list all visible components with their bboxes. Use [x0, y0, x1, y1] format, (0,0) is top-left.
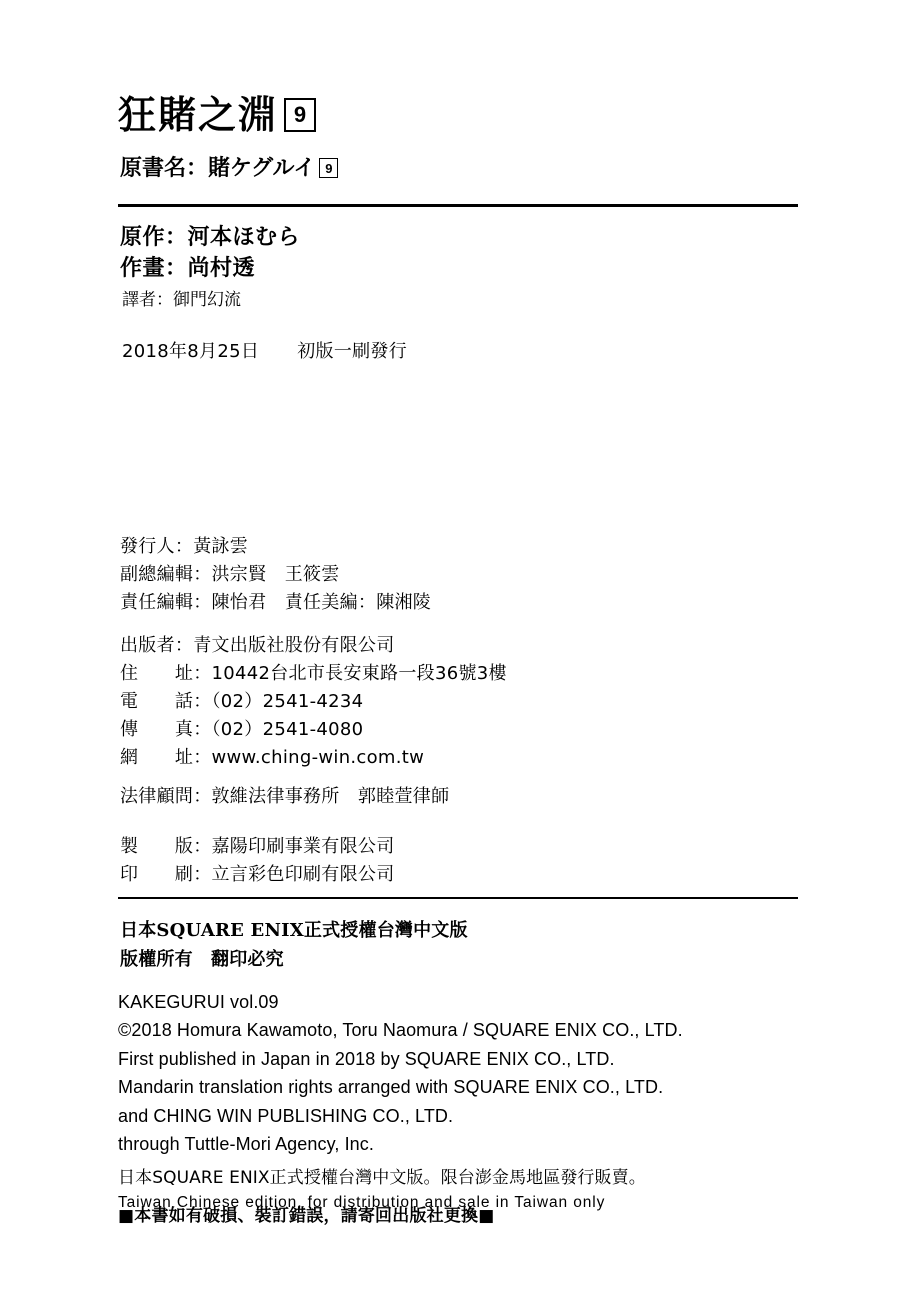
publisher-block [120, 632, 507, 771]
divider-top [118, 204, 798, 207]
copyright-translation-rights: Mandarin translation rights arranged with SQUARE ENIX CO., LTD. [118, 1077, 664, 1098]
credit-translator-text: 譯者： [122, 290, 173, 311]
publisher-address: 住 址：10442台北市長安東路一段36號3樓 [120, 662, 507, 684]
copyright-notice: ©2018 Homura Kawamoto, Toru Naomura / SQUARE ENIX CO., LTD. [118, 1020, 683, 1041]
publisher-fax: 傳 真：（02）2541-4080 [120, 718, 364, 740]
license-line-2: 版權所有 翻印必究 [120, 948, 284, 970]
original-title-label: 原書名：賭ケグルイ [120, 156, 316, 181]
publisher-website[interactable]: 網 址：www.ching-win.com.tw [120, 746, 425, 768]
publisher-name: 出版者：青文出版社股份有限公司 [120, 635, 395, 656]
credit-translator-name: 御門幻流 [173, 290, 241, 311]
printer: 印 刷：立言彩色印刷有限公司 [120, 863, 395, 885]
publication-date-row [122, 337, 407, 363]
distribution-notice-en: Taiwan Chinese edition, for distribution and sale in Taiwan only [118, 1194, 606, 1212]
credit-translator [122, 288, 300, 314]
original-volume-badge: 9 [319, 158, 338, 178]
staff-deputy-editors: 副總編輯：洪宗賢 王筱雲 [120, 563, 340, 585]
book-title-row [118, 93, 316, 137]
edition-info: 初版一刷發行 [297, 341, 408, 362]
staff-publisher-person: 發行人：黃詠雲 [120, 536, 249, 557]
credit-artist-name: 尚村透 [187, 256, 256, 282]
credit-original-author [120, 222, 300, 253]
copyright-first-published: First published in Japan in 2018 by SQUARE ENIX CO., LTD. [118, 1048, 615, 1069]
credit-artist-text: 作畫： [120, 256, 188, 282]
divider-bottom [118, 897, 798, 899]
credits-block [120, 222, 300, 314]
volume-badge: 9 [284, 98, 316, 132]
printing-block [120, 833, 395, 889]
copyright-publisher: and CHING WIN PUBLISHING CO., LTD. [118, 1105, 454, 1126]
license-block [120, 917, 468, 975]
license-line-1: 日本SQUARE ENIX正式授權台灣中文版 [120, 920, 468, 941]
copyright-block [118, 988, 683, 1216]
staff-block [120, 533, 431, 617]
legal-counsel: 法律顧問：敦維法律事務所 郭睦萱律師 [120, 786, 450, 807]
publisher-phone: 電 話：（02）2541-4234 [120, 690, 364, 712]
plate-making: 製 版：嘉陽印刷事業有限公司 [120, 836, 395, 857]
copyright-agency: through Tuttle-Mori Agency, Inc. [118, 1134, 374, 1155]
credit-original-author-name: 河本ほむら [187, 225, 301, 250]
credit-original-author-text: 原作： [120, 225, 188, 250]
staff-responsible-editors: 責任編輯：陳怡君 責任美編：陳湘陵 [120, 591, 432, 613]
copyright-series-title: KAKEGURUI vol.09 [118, 992, 279, 1012]
credit-artist [120, 253, 300, 284]
publication-date: 2018年8月25日 [122, 341, 260, 362]
original-title-row [120, 158, 338, 180]
damaged-book-notice: ■本書如有破損、裝訂錯誤，請寄回出版社更換■ [118, 1206, 495, 1226]
distribution-notice-cn: 日本SQUARE ENIX正式授權台灣中文版。限台澎金馬地區發行販賣。 [118, 1167, 646, 1188]
page-title: 狂賭之淵 [118, 93, 279, 137]
